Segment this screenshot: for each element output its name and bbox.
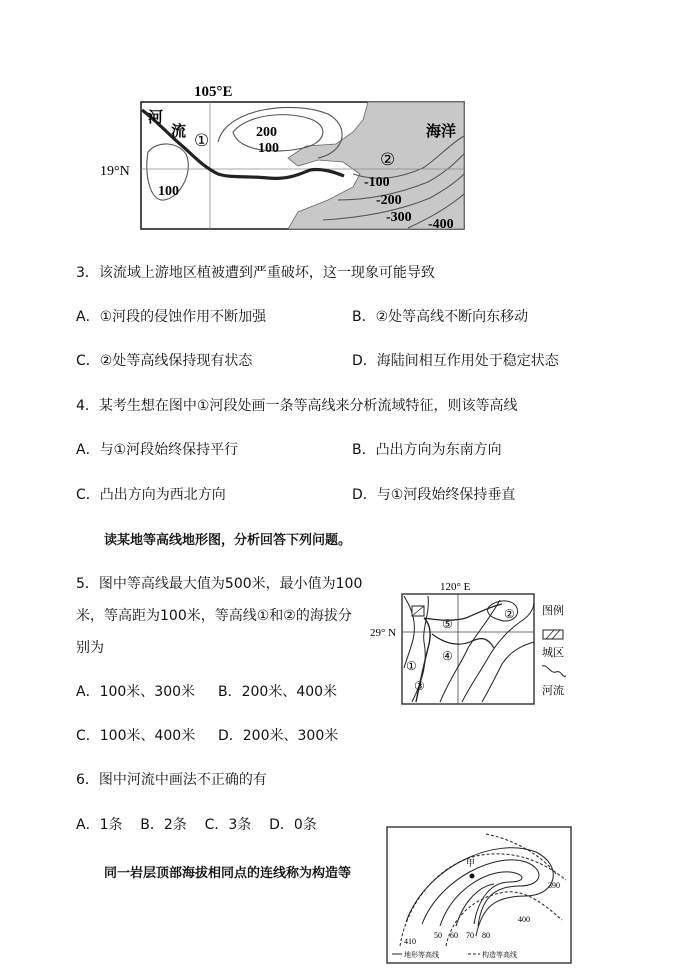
q3-option-b[interactable]: B．②处等高线不断向东移动 [352,309,529,325]
river-label-he: 河 [148,110,164,126]
latitude-label: 19°N [100,164,130,179]
q5-option-c[interactable]: C．100米、400米 [76,728,196,744]
figure-2-contour-map [370,578,580,708]
value-60: 60 [450,931,458,940]
longitude-label: 105°E [194,84,233,100]
value-390: 390 [548,881,560,890]
fig2-marker-2: ② [504,607,515,621]
sea-label: 海洋 [426,124,457,140]
q6-stem: 6．图中河流中画法不正确的有 [76,772,267,788]
fig2-marker-1: ① [406,659,417,673]
intro-structural-contour: 同一岩层顶部海拔相同点的连线称为构造等 [104,866,352,881]
value-400: 400 [518,915,530,924]
figure-1-contour-map [100,82,468,232]
contour-label-minus100: -100 [364,175,390,190]
contour-label-minus400: -400 [428,217,454,232]
fig2-latitude-label: 29° N [370,627,397,639]
q3-option-d[interactable]: D．海陆间相互作用处于稳定状态 [352,353,559,369]
river-label-liu: 流 [171,124,187,140]
legend-structure-label: 构造等高线 [482,951,517,959]
contour-label-100b: 100 [158,184,179,199]
contour-label-100a: 100 [258,141,279,156]
figure-3-svg [386,826,572,964]
marker-1: ① [194,131,210,150]
q5-stem-line1: 5．图中等高线最大值为500米，最小值为100 [76,576,363,592]
value-410: 410 [404,937,416,946]
q5-option-d[interactable]: D．200米、300米 [218,728,339,744]
figure-1-svg [100,82,468,232]
q4-option-c[interactable]: C．凸出方向为西北方向 [76,487,226,503]
legend-title: 图例 [542,605,564,617]
q6-options[interactable]: A．1条 B．2条 C．3条 D．0条 [76,817,317,833]
intro-instruction: 读某地等高线地形图，分析回答下列问题。 [104,533,352,548]
q4-option-b[interactable]: B．凸出方向为东南方向 [352,442,502,458]
point-jia [470,874,475,879]
q3-option-a[interactable]: A．①河段的侵蚀作用不断加强 [76,309,267,325]
q4-option-a[interactable]: A．与①河段始终保持平行 [76,442,239,458]
point-jia-label: 甲 [466,858,476,868]
fig2-longitude-label: 120° E [440,581,471,593]
value-80: 80 [482,931,490,940]
legend-river-swatch [542,666,566,677]
q5-stem-line2: 米，等高距为100米，等高线①和②的海拔分 [76,608,352,624]
q5-stem-line3: 别为 [76,640,104,656]
q3-stem: 3．该流域上游地区植被遭到严重破坏，这一现象可能导致 [76,265,435,281]
legend-river-label: 河流 [542,685,564,697]
contour-label-minus200: -200 [376,193,402,208]
fig2-marker-5: ⑤ [442,617,453,631]
marker-2: ② [380,150,396,169]
value-70: 70 [466,931,474,940]
legend-city-label: 城区 [542,647,564,659]
q5-option-b[interactable]: B．200米、400米 [218,684,338,700]
q3-option-c[interactable]: C．②处等高线保持现有状态 [76,353,253,369]
q4-stem: 4．某考生想在图中①河段处画一条等高线来分析流域特征，则该等高线 [76,398,518,414]
q4-option-d[interactable]: D．与①河段始终保持垂直 [352,487,516,503]
contour-label-minus300: -300 [386,210,412,225]
figure-2-svg [370,578,580,708]
q5-option-a[interactable]: A．100米、300米 [76,684,196,700]
figure-3-structural-contour-map [386,826,572,964]
fig2-marker-4: ④ [442,649,453,663]
contour-label-200: 200 [256,125,277,140]
fig2-marker-3: ③ [414,679,425,693]
value-50: 50 [434,931,442,940]
legend-terrain-label: 地形等高线 [404,951,439,959]
